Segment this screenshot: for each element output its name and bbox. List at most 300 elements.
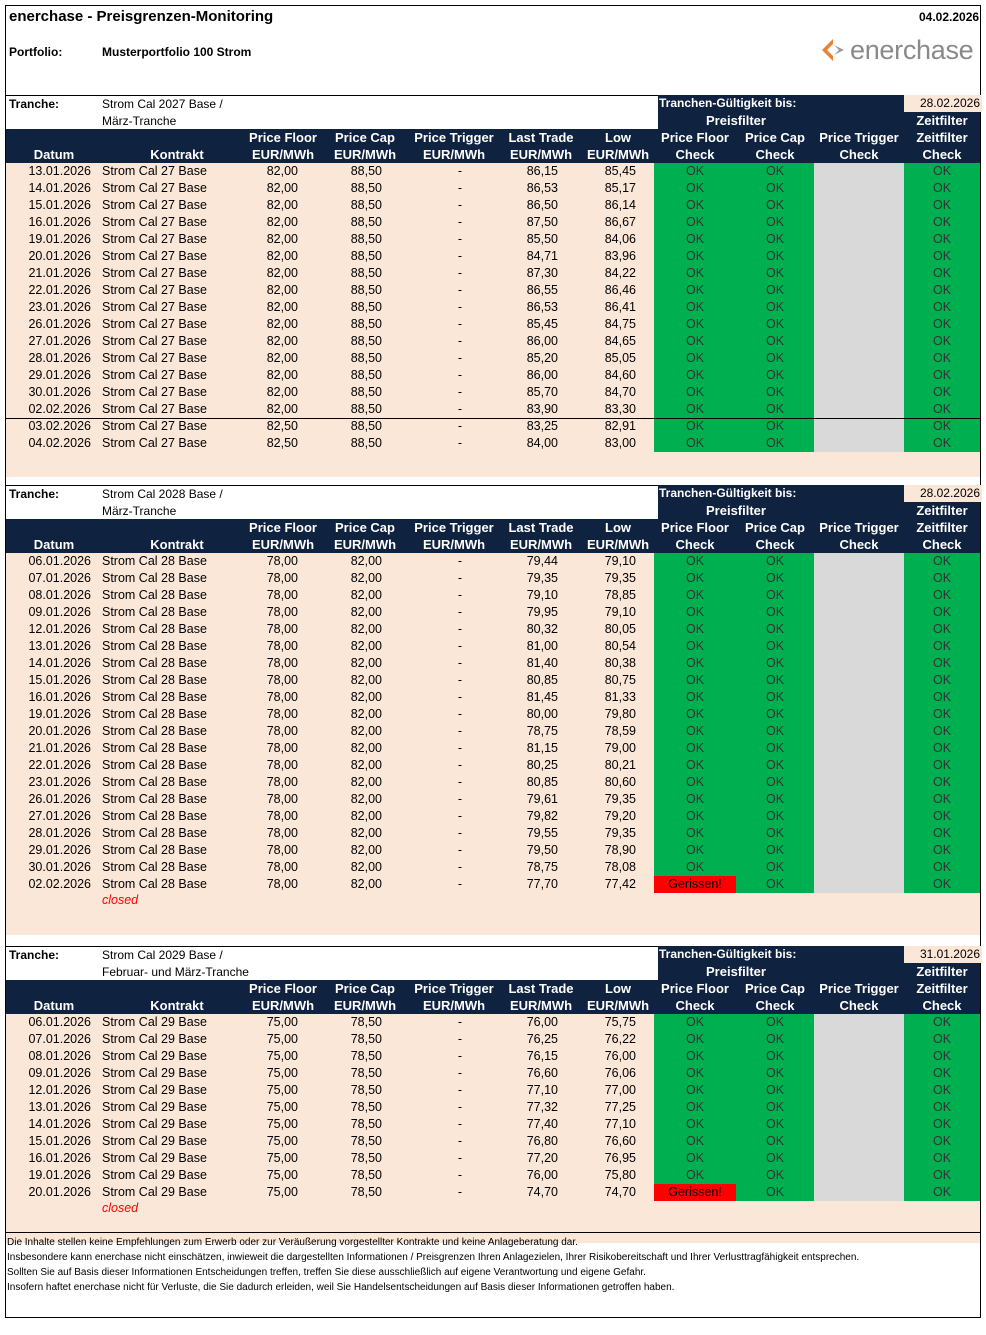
cell-price-trigger: - (457, 826, 463, 840)
check-zeitfilter: OK (904, 231, 980, 248)
cell-datum: 20.01.2026 (28, 249, 91, 263)
cell-datum: 12.01.2026 (28, 622, 91, 636)
check-zeitfilter: OK (904, 265, 980, 282)
cell-last-trade: 84,00 (526, 436, 558, 450)
col-datum (6, 129, 102, 163)
cell-last-trade: 80,25 (526, 758, 558, 772)
col-price-cap (326, 129, 404, 163)
cell-price-floor: 78,00 (266, 775, 298, 789)
cell-price-trigger: - (457, 1134, 463, 1148)
check-zeitfilter: OK (904, 316, 980, 333)
cell-datum: 22.01.2026 (28, 758, 91, 772)
cell-datum: 27.01.2026 (28, 809, 91, 823)
table-row (6, 333, 980, 350)
table-row (6, 706, 980, 723)
cell-price-cap: 78,50 (350, 1066, 382, 1080)
check-price-cap: OK (736, 553, 814, 570)
cell-last-trade: 77,20 (526, 1151, 558, 1165)
enerchase-logo (820, 34, 973, 66)
cell-low: 85,17 (604, 181, 636, 195)
check-price-cap: OK (736, 587, 814, 604)
table-row (6, 214, 980, 231)
cell-kontrakt: Strom Cal 28 Base (102, 656, 207, 670)
logo-text: enerchase (850, 34, 974, 65)
check-price-floor: OK (654, 282, 736, 299)
cell-price-cap: 78,50 (350, 1151, 382, 1165)
check-price-floor: OK (654, 859, 736, 876)
check-price-floor: OK (654, 1150, 736, 1167)
col-price-trigger-line2: EUR/MWh (422, 147, 486, 162)
check-zeitfilter: OK (904, 621, 980, 638)
cell-price-cap: 88,50 (350, 334, 382, 348)
col-low (582, 129, 654, 163)
cell-kontrakt: Strom Cal 27 Base (102, 232, 207, 246)
check-zeitfilter: OK (904, 367, 980, 384)
check-price-cap: OK (736, 231, 814, 248)
check-zeitfilter: OK (904, 1082, 980, 1099)
cell-kontrakt: Strom Cal 27 Base (102, 402, 207, 416)
col-datum-line2: Datum (33, 537, 75, 552)
col-price-floor-line1: Price Floor (249, 981, 317, 996)
cell-datum: 02.02.2026 (28, 402, 91, 416)
check-price-floor: OK (654, 299, 736, 316)
col-price-trigger-line2: EUR/MWh (422, 998, 486, 1013)
cell-low: 76,00 (604, 1049, 636, 1063)
col-low (582, 980, 654, 1014)
cell-price-cap: 82,00 (350, 741, 382, 755)
cell-price-floor: 75,00 (266, 1066, 298, 1080)
table-row (6, 672, 980, 689)
cell-price-floor: 82,00 (266, 385, 298, 399)
cell-price-cap: 78,50 (350, 1015, 382, 1029)
check-price-cap: OK (736, 757, 814, 774)
tranche-name-sub: Februar- und März-Tranche (102, 965, 249, 979)
cell-price-floor: 75,00 (266, 1032, 298, 1046)
cell-price-trigger: - (457, 1117, 463, 1131)
tranche-label: Tranche: (9, 948, 60, 962)
table-row (6, 350, 980, 367)
col-check-zeitfilter (904, 980, 980, 1014)
cell-datum: 14.01.2026 (28, 656, 91, 670)
col-kontrakt (102, 980, 252, 1014)
cell-last-trade: 81,40 (526, 656, 558, 670)
cell-price-cap: 88,50 (350, 317, 382, 331)
cell-kontrakt: Strom Cal 28 Base (102, 843, 207, 857)
tranche-name: Strom Cal 2027 Base / (102, 97, 223, 111)
cell-price-floor: 82,50 (266, 436, 298, 450)
cell-price-cap: 82,00 (350, 724, 382, 738)
col-check-price-trigger (814, 519, 904, 553)
table-row (6, 842, 980, 859)
cell-price-trigger: - (457, 673, 463, 687)
check-zeitfilter: OK (904, 570, 980, 587)
cell-last-trade: 77,70 (526, 877, 558, 891)
cell-price-floor: 75,00 (266, 1015, 298, 1029)
cell-datum: 19.01.2026 (28, 707, 91, 721)
cell-price-cap: 82,00 (350, 707, 382, 721)
table-row (6, 808, 980, 825)
cell-kontrakt: Strom Cal 29 Base (102, 1049, 207, 1063)
cell-price-cap: 78,50 (350, 1083, 382, 1097)
validity-label: Tranchen-Gültigkeit bis: (658, 95, 904, 112)
cell-price-cap: 88,50 (350, 283, 382, 297)
check-price-cap: OK (736, 197, 814, 214)
cell-datum: 21.01.2026 (28, 266, 91, 280)
col-datum (6, 980, 102, 1014)
cell-price-floor: 82,00 (266, 215, 298, 229)
check-price-floor: OK (654, 180, 736, 197)
cell-price-floor: 82,00 (266, 402, 298, 416)
check-zeitfilter: OK (904, 774, 980, 791)
cell-kontrakt: Strom Cal 28 Base (102, 792, 207, 806)
col-datum-line2: Datum (33, 147, 75, 162)
check-price-cap: OK (736, 282, 814, 299)
closed-note: closed (102, 1201, 139, 1215)
cell-price-trigger: - (457, 436, 463, 450)
cell-kontrakt: Strom Cal 29 Base (102, 1134, 207, 1148)
col-price-cap-line1: Price Cap (335, 520, 395, 535)
table-row (6, 1014, 980, 1031)
cell-low: 76,60 (604, 1134, 636, 1148)
col-check-price-floor-line2: Check (675, 998, 715, 1013)
cell-price-trigger: - (457, 775, 463, 789)
table-row (6, 197, 980, 214)
col-datum (6, 519, 102, 553)
check-price-cap: OK (736, 842, 814, 859)
cell-price-floor: 78,00 (266, 673, 298, 687)
check-zeitfilter: OK (904, 842, 980, 859)
col-price-trigger (406, 519, 502, 553)
col-check-price-trigger-line2: Check (839, 998, 879, 1013)
portfolio-name: Musterportfolio 100 Strom (102, 45, 252, 59)
check-price-cap: OK (736, 774, 814, 791)
check-price-floor: OK (654, 1167, 736, 1184)
cell-price-trigger: - (457, 181, 463, 195)
cell-last-trade: 86,15 (526, 164, 558, 178)
col-last-trade (502, 980, 580, 1014)
cell-last-trade: 77,40 (526, 1117, 558, 1131)
cell-price-cap: 78,50 (350, 1100, 382, 1114)
zeitfilter-header: Zeitfilter (904, 112, 980, 129)
cell-price-trigger: - (457, 385, 463, 399)
col-check-price-floor-line1: Price Floor (661, 130, 729, 145)
check-price-floor: OK (654, 418, 736, 435)
col-price-cap (326, 980, 404, 1014)
cell-last-trade: 86,53 (526, 181, 558, 195)
cell-price-floor: 78,00 (266, 588, 298, 602)
col-kontrakt (102, 519, 252, 553)
cell-kontrakt: Strom Cal 28 Base (102, 605, 207, 619)
cell-price-trigger: - (457, 402, 463, 416)
cell-price-trigger: - (457, 554, 463, 568)
cell-kontrakt: Strom Cal 28 Base (102, 809, 207, 823)
cell-datum: 14.01.2026 (28, 1117, 91, 1131)
table-row (6, 384, 980, 401)
cell-low: 84,06 (604, 232, 636, 246)
col-check-price-cap (736, 129, 814, 163)
table-row (6, 587, 980, 604)
cell-datum: 28.01.2026 (28, 351, 91, 365)
table-row (6, 723, 980, 740)
cell-last-trade: 85,45 (526, 317, 558, 331)
check-zeitfilter: OK (904, 214, 980, 231)
cell-price-cap: 82,00 (350, 605, 382, 619)
cell-low: 78,08 (604, 860, 636, 874)
cell-kontrakt: Strom Cal 28 Base (102, 639, 207, 653)
cell-datum: 23.01.2026 (28, 775, 91, 789)
cell-price-cap: 88,50 (350, 266, 382, 280)
cell-price-trigger: - (457, 249, 463, 263)
cell-price-floor: 82,00 (266, 368, 298, 382)
col-price-cap-line1: Price Cap (335, 130, 395, 145)
cell-price-cap: 82,00 (350, 571, 382, 585)
tranche-section (6, 946, 980, 1243)
table-row (6, 791, 980, 808)
cell-datum: 22.01.2026 (28, 283, 91, 297)
cell-price-cap: 82,00 (350, 809, 382, 823)
cell-last-trade: 81,45 (526, 690, 558, 704)
table-row (6, 876, 980, 893)
table-row (6, 757, 980, 774)
check-price-cap: OK (736, 740, 814, 757)
cell-low: 86,67 (604, 215, 636, 229)
cell-datum: 06.01.2026 (28, 554, 91, 568)
cell-price-trigger: - (457, 1049, 463, 1063)
check-price-cap: OK (736, 248, 814, 265)
cell-kontrakt: Strom Cal 27 Base (102, 181, 207, 195)
cell-last-trade: 76,25 (526, 1032, 558, 1046)
cell-low: 84,65 (604, 334, 636, 348)
check-price-floor: OK (654, 1133, 736, 1150)
check-price-cap: OK (736, 299, 814, 316)
cell-kontrakt: Strom Cal 27 Base (102, 198, 207, 212)
cell-last-trade: 85,50 (526, 232, 558, 246)
table-row (6, 282, 980, 299)
cell-price-cap: 78,50 (350, 1168, 382, 1182)
cell-datum: 26.01.2026 (28, 792, 91, 806)
check-price-cap: OK (736, 604, 814, 621)
col-low-line2: EUR/MWh (586, 998, 650, 1013)
cell-last-trade: 80,85 (526, 673, 558, 687)
cell-datum: 28.01.2026 (28, 826, 91, 840)
zeitfilter-header: Zeitfilter (904, 502, 980, 519)
cell-kontrakt: Strom Cal 29 Base (102, 1168, 207, 1182)
table-row (6, 435, 980, 452)
check-price-floor: OK (654, 197, 736, 214)
cell-datum: 09.01.2026 (28, 1066, 91, 1080)
check-zeitfilter: OK (904, 808, 980, 825)
cell-last-trade: 80,32 (526, 622, 558, 636)
cell-price-cap: 82,00 (350, 860, 382, 874)
check-price-floor: OK (654, 350, 736, 367)
cell-datum: 19.01.2026 (28, 232, 91, 246)
table-row (6, 638, 980, 655)
column-header-row (6, 129, 980, 163)
table-row (6, 265, 980, 282)
check-price-floor: OK (654, 740, 736, 757)
cell-price-floor: 82,00 (266, 249, 298, 263)
cell-last-trade: 79,95 (526, 605, 558, 619)
check-zeitfilter: OK (904, 757, 980, 774)
cell-price-floor: 82,00 (266, 266, 298, 280)
cell-low: 81,33 (604, 690, 636, 704)
table-row (6, 604, 980, 621)
col-kontrakt-line2: Kontrakt (150, 537, 204, 552)
col-check-price-trigger-line2: Check (839, 147, 879, 162)
table-row (6, 418, 980, 435)
cell-datum: 30.01.2026 (28, 385, 91, 399)
cell-last-trade: 78,75 (526, 860, 558, 874)
col-check-zeitfilter-line1: Zeitfilter (916, 130, 968, 145)
cell-low: 79,10 (604, 605, 636, 619)
table-row (6, 299, 980, 316)
validity-label: Tranchen-Gültigkeit bis: (658, 485, 904, 502)
cell-low: 77,10 (604, 1117, 636, 1131)
col-last-trade-line2: EUR/MWh (509, 537, 573, 552)
cell-datum: 09.01.2026 (28, 605, 91, 619)
cell-last-trade: 76,15 (526, 1049, 558, 1063)
cell-price-cap: 88,50 (350, 164, 382, 178)
cell-kontrakt: Strom Cal 28 Base (102, 826, 207, 840)
check-zeitfilter: OK (904, 333, 980, 350)
check-price-floor: OK (654, 706, 736, 723)
cell-price-trigger: - (457, 419, 463, 433)
cell-price-trigger: - (457, 605, 463, 619)
cell-price-cap: 82,00 (350, 775, 382, 789)
col-price-cap-line2: EUR/MWh (333, 537, 397, 552)
check-zeitfilter: OK (904, 197, 980, 214)
cell-price-cap: 82,00 (350, 554, 382, 568)
check-price-cap: OK (736, 401, 814, 418)
col-price-floor-line1: Price Floor (249, 520, 317, 535)
check-zeitfilter: OK (904, 163, 980, 180)
col-price-trigger (406, 980, 502, 1014)
col-price-trigger-line1: Price Trigger (414, 130, 494, 145)
check-price-floor: OK (654, 163, 736, 180)
col-price-trigger-line1: Price Trigger (414, 520, 494, 535)
cell-price-floor: 78,00 (266, 741, 298, 755)
table-row (6, 689, 980, 706)
check-price-floor: OK (654, 1099, 736, 1116)
cell-price-trigger: - (457, 571, 463, 585)
check-zeitfilter: OK (904, 553, 980, 570)
cell-datum: 12.01.2026 (28, 1083, 91, 1097)
cell-kontrakt: Strom Cal 29 Base (102, 1151, 207, 1165)
cell-price-trigger: - (457, 622, 463, 636)
check-price-floor: OK (654, 265, 736, 282)
tranche-label: Tranche: (9, 487, 60, 501)
disclaimer-line: Sollten Sie auf Basis dieser Informationen Entscheidungen treffen, treffen Sie diese ausschließlich auf eigene Verantwortung und eigene Gefahr. (7, 1267, 646, 1278)
cell-low: 85,45 (604, 164, 636, 178)
cell-low: 78,59 (604, 724, 636, 738)
check-zeitfilter: OK (904, 384, 980, 401)
cell-price-cap: 82,00 (350, 877, 382, 891)
cell-low: 83,96 (604, 249, 636, 263)
table-row (6, 367, 980, 384)
check-zeitfilter: OK (904, 723, 980, 740)
table-row (6, 1167, 980, 1184)
preisfilter-header: Preisfilter (658, 112, 814, 129)
cell-datum: 20.01.2026 (28, 1185, 91, 1199)
table-row (6, 1099, 980, 1116)
cell-price-floor: 82,00 (266, 164, 298, 178)
cell-datum: 19.01.2026 (28, 1168, 91, 1182)
col-datum-line1 (6, 980, 102, 997)
col-last-trade-line2: EUR/MWh (509, 147, 573, 162)
check-zeitfilter: OK (904, 876, 980, 893)
cell-kontrakt: Strom Cal 29 Base (102, 1083, 207, 1097)
cell-price-cap: 82,00 (350, 622, 382, 636)
check-zeitfilter: OK (904, 1150, 980, 1167)
check-price-cap: OK (736, 180, 814, 197)
check-price-floor: OK (654, 587, 736, 604)
cell-datum: 07.01.2026 (28, 1032, 91, 1046)
cell-low: 78,85 (604, 588, 636, 602)
check-price-cap: OK (736, 825, 814, 842)
cell-kontrakt: Strom Cal 29 Base (102, 1100, 207, 1114)
cell-kontrakt: Strom Cal 27 Base (102, 334, 207, 348)
validity-date: 28.02.2026 (904, 485, 982, 502)
cell-low: 79,20 (604, 809, 636, 823)
cell-price-floor: 78,00 (266, 656, 298, 670)
check-zeitfilter: OK (904, 655, 980, 672)
check-price-cap: OK (736, 333, 814, 350)
check-zeitfilter: OK (904, 706, 980, 723)
col-check-price-cap-line2: Check (755, 537, 795, 552)
table-row (6, 570, 980, 587)
table-row (6, 825, 980, 842)
col-check-price-cap-line1: Price Cap (745, 520, 805, 535)
check-price-cap: OK (736, 859, 814, 876)
check-zeitfilter: OK (904, 1031, 980, 1048)
check-price-floor: OK (654, 689, 736, 706)
check-price-cap: OK (736, 1065, 814, 1082)
cell-kontrakt: Strom Cal 28 Base (102, 554, 207, 568)
check-zeitfilter: OK (904, 401, 980, 418)
cell-low: 79,00 (604, 741, 636, 755)
cell-price-trigger: - (457, 1083, 463, 1097)
check-zeitfilter: OK (904, 1184, 980, 1201)
cell-datum: 02.02.2026 (28, 877, 91, 891)
cell-price-cap: 82,00 (350, 690, 382, 704)
check-zeitfilter: OK (904, 1099, 980, 1116)
check-price-cap: OK (736, 350, 814, 367)
cell-price-trigger: - (457, 877, 463, 891)
check-zeitfilter: OK (904, 740, 980, 757)
cell-price-floor: 75,00 (266, 1134, 298, 1148)
cell-kontrakt: Strom Cal 29 Base (102, 1185, 207, 1199)
cell-low: 86,46 (604, 283, 636, 297)
cell-last-trade: 80,00 (526, 707, 558, 721)
check-price-cap: OK (736, 1167, 814, 1184)
check-price-floor: OK (654, 333, 736, 350)
col-price-floor-line2: EUR/MWh (251, 537, 315, 552)
report-title: enerchase - Preisgrenzen-Monitoring (9, 8, 274, 25)
check-zeitfilter: OK (904, 859, 980, 876)
cell-price-trigger: - (457, 368, 463, 382)
cell-last-trade: 78,75 (526, 724, 558, 738)
validity-date: 31.01.2026 (904, 946, 982, 963)
cell-price-floor: 75,00 (266, 1151, 298, 1165)
cell-low: 77,00 (604, 1083, 636, 1097)
cell-datum: 08.01.2026 (28, 1049, 91, 1063)
col-check-price-floor-line1: Price Floor (661, 520, 729, 535)
check-zeitfilter: OK (904, 435, 980, 452)
check-zeitfilter: OK (904, 604, 980, 621)
col-price-cap (326, 519, 404, 553)
col-check-zeitfilter-line2: Check (922, 147, 962, 162)
check-price-floor: OK (654, 774, 736, 791)
